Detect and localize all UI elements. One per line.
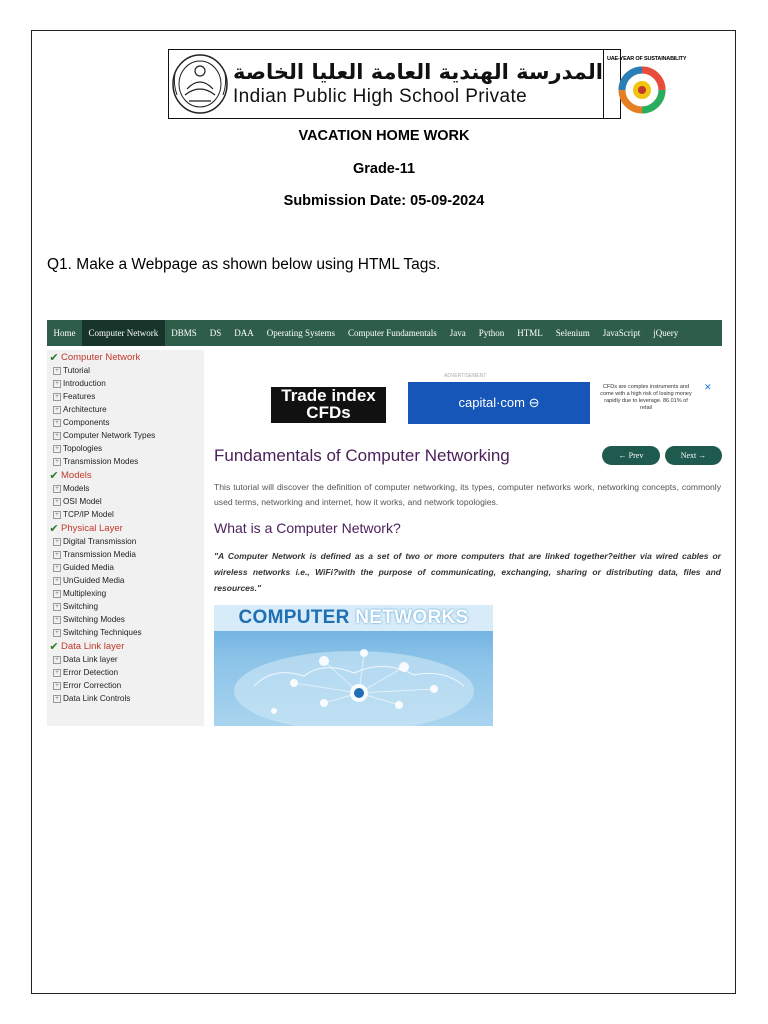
school-name-english: Indian Public High School Private: [233, 86, 528, 107]
sidebar-link-label: Architecture: [63, 405, 107, 414]
expand-icon: +: [53, 629, 61, 637]
sidebar-link-label: Error Detection: [63, 668, 119, 677]
question-text: Q1. Make a Webpage as shown below using HTML Tags.: [47, 256, 441, 273]
sidebar-link-label: Features: [63, 392, 96, 401]
prev-button[interactable]: ← Prev: [602, 446, 660, 465]
sidebar-link-label: Transmission Media: [63, 550, 136, 559]
sidebar-link-label: Components: [63, 418, 110, 427]
expand-icon: +: [53, 577, 61, 585]
ad-label: ADVERTISEMENT: [444, 373, 487, 379]
doc-submission-date: Submission Date: 05-09-2024: [283, 193, 485, 209]
sidebar-link[interactable]: [47, 600, 204, 613]
nav-item[interactable]: Home: [53, 328, 76, 338]
sidebar-link-label: Transmission Modes: [63, 457, 139, 466]
expand-icon: +: [53, 485, 61, 493]
sidebar-section-title: Models: [61, 469, 92, 481]
sidebar-link-label: Switching Modes: [63, 615, 125, 624]
expand-icon: +: [53, 445, 61, 453]
sidebar-link-label: Tutorial: [63, 366, 90, 375]
expand-icon: +: [53, 367, 61, 375]
world-network-icon: [214, 631, 493, 726]
ad-banner-brand[interactable]: [408, 382, 590, 424]
sustainability-badge-label: UAE-YEAR OF SUSTAINABILITY: [606, 56, 687, 62]
expand-icon: +: [53, 498, 61, 506]
computer-networks-image: [214, 605, 493, 726]
checkmark-icon: ✔: [49, 522, 59, 535]
sustainability-emblem-icon: [618, 66, 666, 114]
nav-item[interactable]: Python: [478, 328, 505, 338]
sidebar-section-heading[interactable]: [47, 350, 204, 364]
sidebar: [47, 350, 204, 726]
top-navigation: [47, 320, 722, 346]
sidebar-link-label: OSI Model: [63, 497, 102, 506]
sidebar-link-label: Multiplexing: [63, 589, 107, 598]
sidebar-section-heading[interactable]: [47, 639, 204, 653]
sidebar-link-label: Digital Transmission: [63, 537, 137, 546]
expand-icon: +: [53, 432, 61, 440]
sidebar-link[interactable]: [47, 508, 204, 521]
expand-icon: +: [53, 669, 61, 677]
sidebar-link-label: Introduction: [63, 379, 106, 388]
school-crest-icon: [169, 53, 231, 115]
sidebar-link[interactable]: [47, 416, 204, 429]
sidebar-link-label: UnGuided Media: [63, 576, 125, 585]
sidebar-link[interactable]: [47, 535, 204, 548]
sidebar-link-label: Switching: [63, 602, 99, 611]
expand-icon: +: [53, 616, 61, 624]
checkmark-icon: ✔: [49, 469, 59, 482]
doc-grade: Grade-11: [352, 161, 416, 177]
section-heading: What is a Computer Network?: [214, 520, 401, 536]
sidebar-link[interactable]: [47, 679, 204, 692]
image-title-part1: COMPUTER: [238, 607, 356, 628]
sidebar-link[interactable]: [47, 613, 204, 626]
sidebar-link[interactable]: [47, 390, 204, 403]
nav-item[interactable]: Operating Systems: [266, 328, 336, 338]
expand-icon: +: [53, 393, 61, 401]
expand-icon: +: [53, 564, 61, 572]
expand-icon: +: [53, 695, 61, 703]
sidebar-link[interactable]: [47, 455, 204, 468]
sidebar-section-title: Data Link layer: [61, 640, 125, 652]
intro-paragraph: This tutorial will discover the definition of computer networking, its types, computer networks work, networking concepts, commonly used terms, networking and internet, how it works, and network topologies.: [214, 482, 721, 507]
nav-item[interactable]: DAA: [234, 328, 254, 338]
sidebar-link[interactable]: [47, 429, 204, 442]
sustainability-badge: [604, 50, 687, 118]
sidebar-section-heading[interactable]: [47, 468, 204, 482]
nav-item[interactable]: Selenium: [555, 328, 590, 338]
image-title: [214, 605, 493, 631]
sidebar-link[interactable]: [47, 561, 204, 574]
sidebar-section-title: Computer Network: [61, 351, 141, 363]
nav-item[interactable]: Computer Fundamentals: [348, 328, 437, 338]
nav-item[interactable]: DS: [209, 328, 222, 338]
sidebar-link[interactable]: [47, 653, 204, 666]
school-logo: [169, 50, 231, 118]
sidebar-section-heading[interactable]: [47, 521, 204, 535]
sidebar-link-label: Error Correction: [63, 681, 122, 690]
expand-icon: +: [53, 511, 61, 519]
expand-icon: +: [53, 458, 61, 466]
sidebar-link-label: Guided Media: [63, 563, 114, 572]
expand-icon: +: [53, 551, 61, 559]
sidebar-link-label: Data Link Controls: [63, 694, 131, 703]
sidebar-section-title: Physical Layer: [61, 522, 123, 534]
nav-item[interactable]: HTML: [517, 328, 543, 338]
sidebar-link-label: Topologies: [63, 444, 103, 453]
nav-item[interactable]: jQuery: [653, 328, 679, 338]
expand-icon: +: [53, 419, 61, 427]
expand-icon: +: [53, 603, 61, 611]
definition-quote: "A Computer Network is defined as a set of two or more computers that are linked together?either via wired cables or wireless networks i.e., WiFi?with the purpose of communicating, exchanging, sharing or distributing data, files and resources.": [214, 551, 721, 593]
nav-item[interactable]: JavaScript: [602, 328, 641, 338]
nav-item[interactable]: Java: [449, 328, 466, 338]
sidebar-link[interactable]: [47, 442, 204, 455]
nav-item[interactable]: DBMS: [171, 328, 197, 338]
sidebar-link-label: Models: [63, 484, 90, 493]
nav-item[interactable]: Computer Network: [82, 320, 165, 346]
sidebar-link[interactable]: [47, 692, 204, 705]
expand-icon: +: [53, 380, 61, 388]
sidebar-link[interactable]: [47, 626, 204, 639]
expand-icon: +: [53, 656, 61, 664]
ad-close-icon[interactable]: ✕: [704, 382, 712, 392]
sidebar-link[interactable]: [47, 587, 204, 600]
school-name-arabic: المدرسة الهندية العامة العليا الخاصة: [233, 60, 603, 84]
sidebar-link[interactable]: [47, 666, 204, 679]
sidebar-link[interactable]: [47, 548, 204, 561]
page-title: Fundamentals of Computer Networking: [214, 446, 510, 465]
sidebar-link[interactable]: [47, 482, 204, 495]
sidebar-link-label: Data Link layer: [63, 655, 118, 664]
main-content: [214, 350, 722, 726]
checkmark-icon: ✔: [49, 640, 59, 653]
webpage-screenshot: [47, 320, 722, 726]
image-title-part2: NETWORKS: [355, 607, 469, 628]
sidebar-link[interactable]: [47, 574, 204, 587]
ad-left-text: Trade index CFDs: [271, 387, 386, 423]
expand-icon: +: [53, 406, 61, 414]
next-button[interactable]: Next →: [665, 446, 722, 465]
sidebar-link-label: Computer Network Types: [63, 431, 156, 440]
ad-brand-text: capital·com ⊖: [458, 395, 540, 410]
expand-icon: +: [53, 590, 61, 598]
expand-icon: +: [53, 682, 61, 690]
sidebar-link[interactable]: [47, 495, 204, 508]
ad-banner-left[interactable]: [271, 384, 386, 424]
sidebar-link[interactable]: [47, 403, 204, 416]
school-banner: [168, 49, 687, 119]
sidebar-link[interactable]: [47, 364, 204, 377]
expand-icon: +: [53, 538, 61, 546]
sidebar-link[interactable]: [47, 377, 204, 390]
ad-disclaimer: CFDs are complex instruments and come with a high risk of losing money rapidly due to leverage. 86.01% of retail: [600, 384, 692, 411]
checkmark-icon: ✔: [49, 351, 59, 364]
sidebar-link-label: Switching Techniques: [63, 628, 142, 637]
doc-title: VACATION HOME WORK: [298, 128, 470, 144]
sidebar-link-label: TCP/IP Model: [63, 510, 114, 519]
